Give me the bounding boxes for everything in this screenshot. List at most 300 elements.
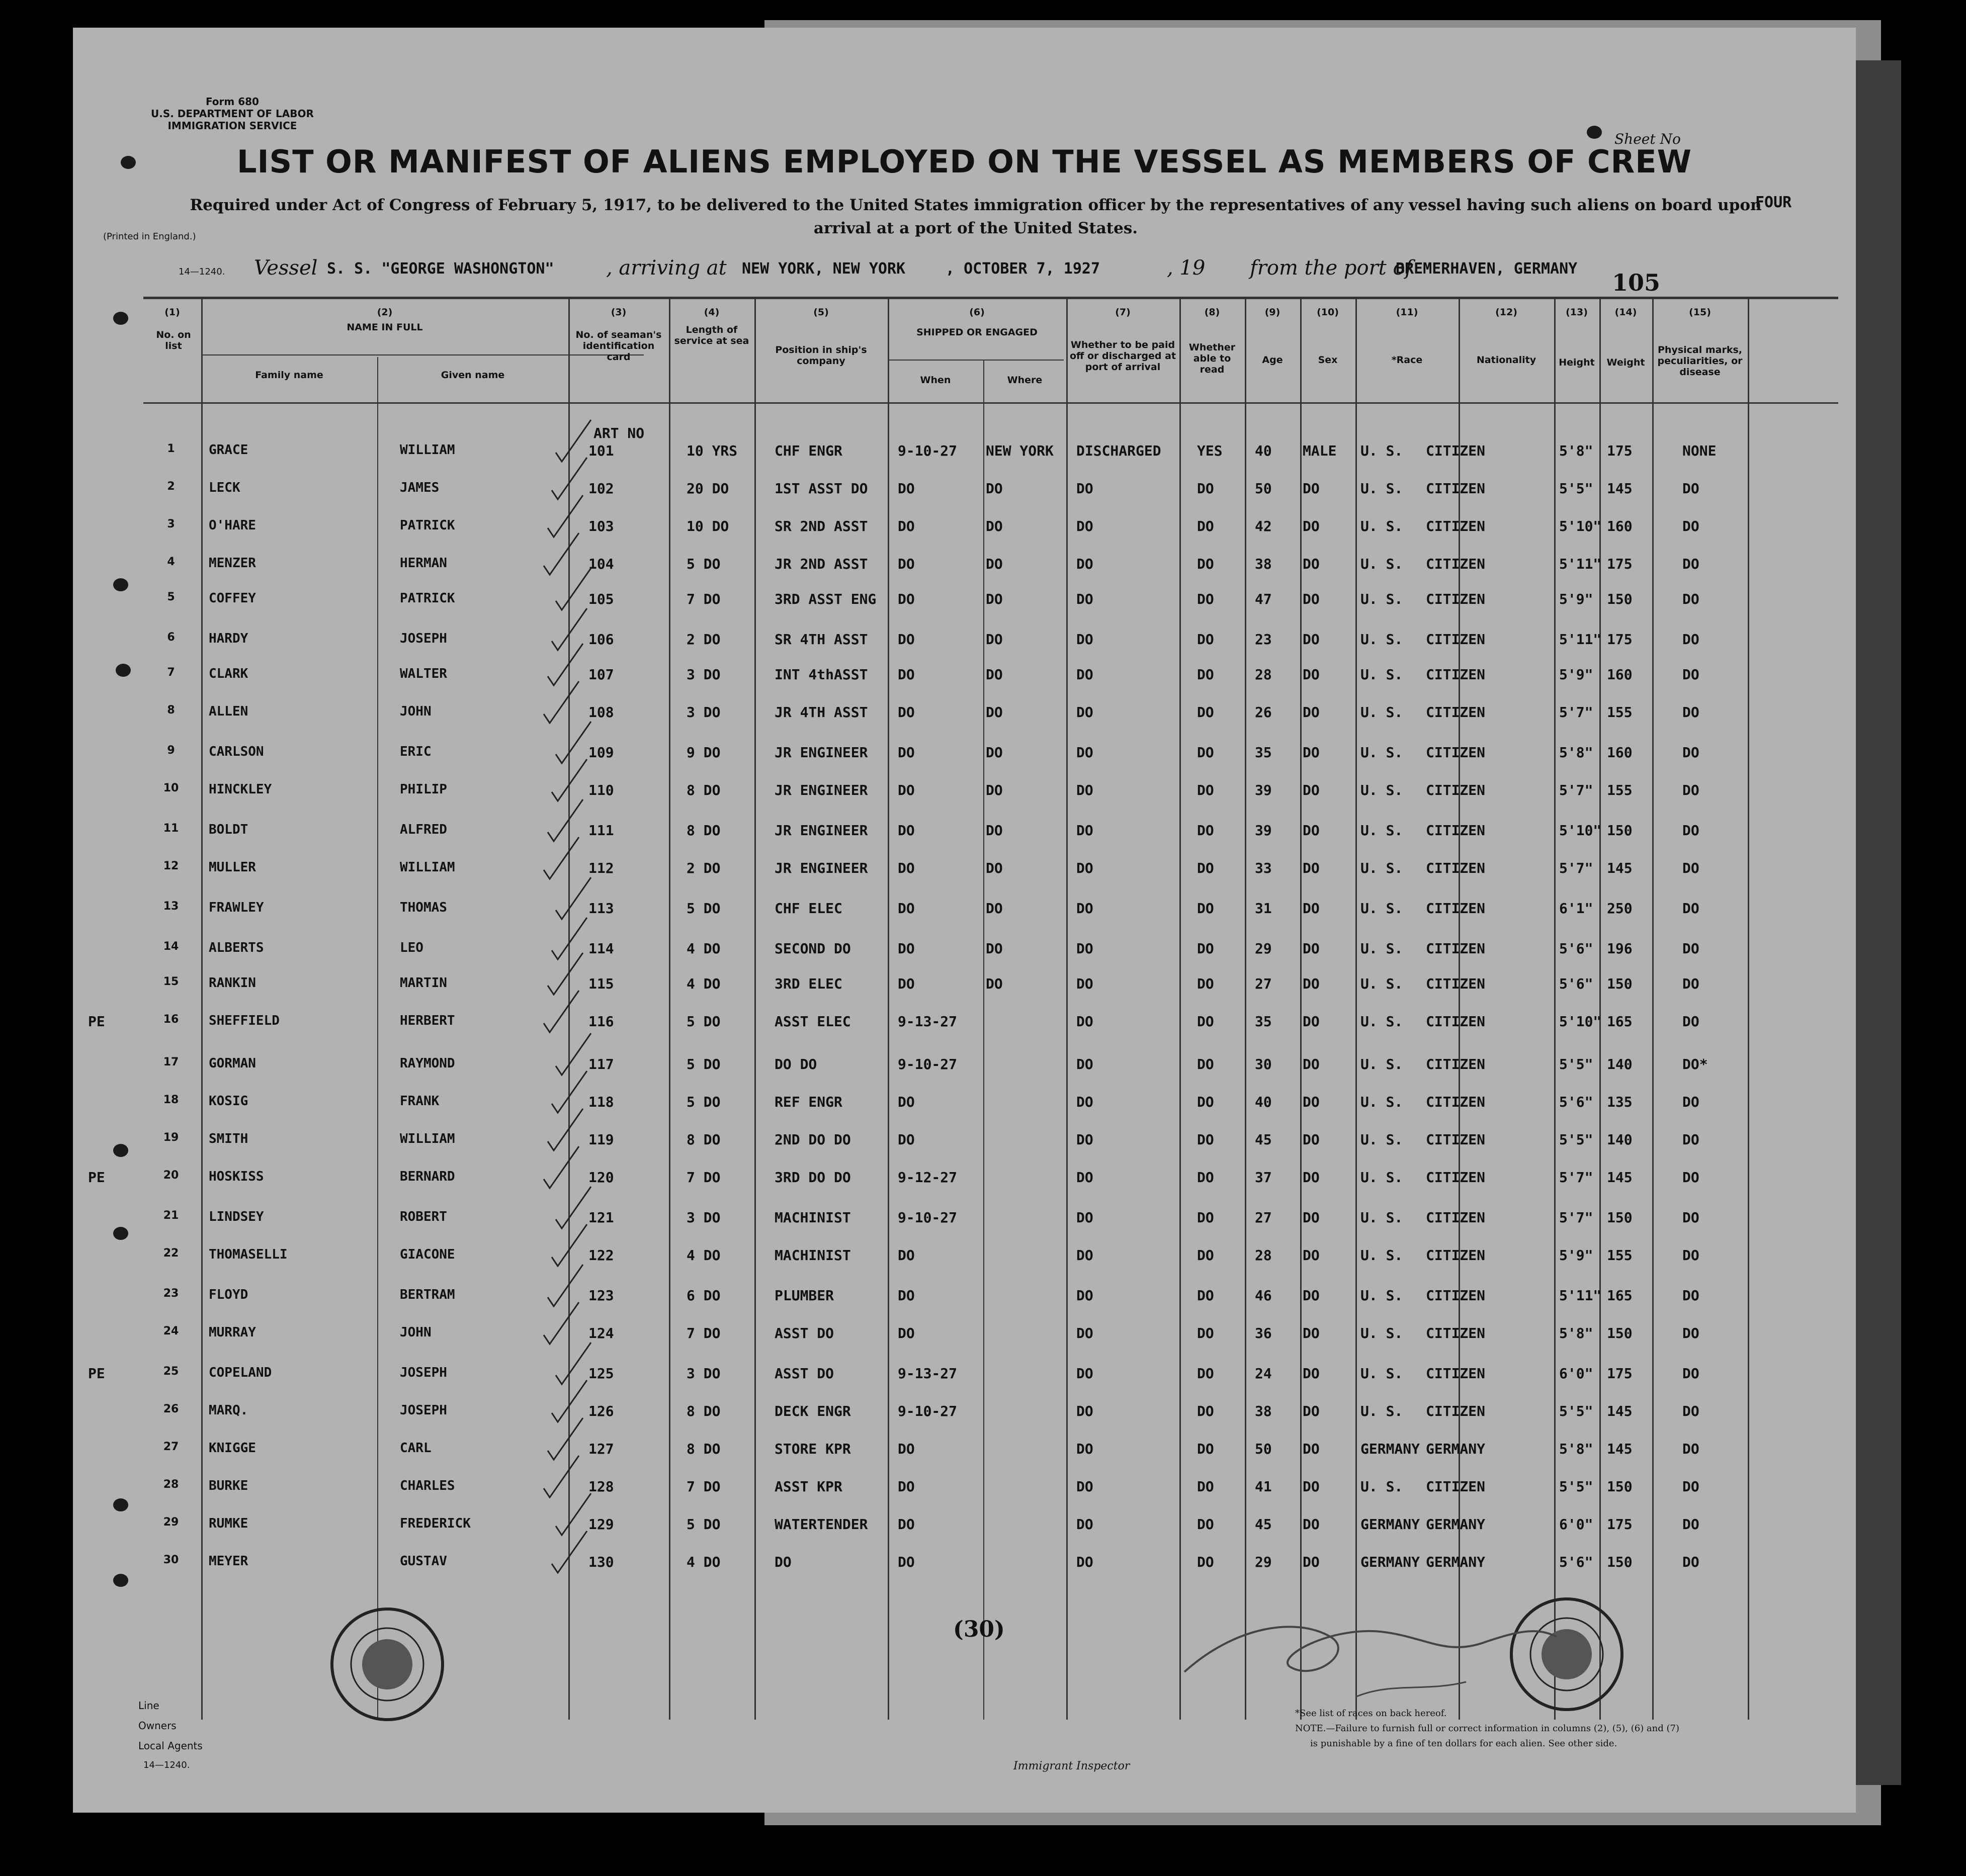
- able-to-read: DO: [1197, 1554, 1214, 1570]
- physical-marks: DO: [1682, 631, 1699, 648]
- consulate-seal-left: [324, 1601, 450, 1727]
- sex: DO: [1303, 666, 1320, 683]
- paid-off-status: DO: [1076, 1441, 1093, 1457]
- nationality: CITIZEN: [1426, 1131, 1486, 1148]
- able-to-read: DO: [1197, 1403, 1214, 1419]
- height: 5'11": [1559, 631, 1602, 648]
- nationality: CITIZEN: [1426, 782, 1486, 798]
- physical-marks: DO*: [1682, 1056, 1708, 1073]
- row-number: 7: [167, 666, 175, 679]
- check-mark: [544, 1302, 579, 1344]
- col-number: (4): [704, 307, 720, 318]
- weight: 160: [1607, 666, 1633, 683]
- nationality: CITIZEN: [1426, 900, 1486, 917]
- given-name: THOMAS: [400, 900, 447, 915]
- able-to-read: DO: [1197, 1287, 1214, 1304]
- shipped-when: 9-10-27: [898, 442, 958, 459]
- position: JR ENGINEER: [775, 744, 868, 761]
- nationality: CITIZEN: [1426, 1287, 1486, 1304]
- row-number: 11: [163, 822, 179, 835]
- sex: DO: [1303, 1209, 1320, 1226]
- shipped-when: DO: [898, 1441, 915, 1457]
- physical-marks: DO: [1682, 591, 1699, 607]
- physical-marks: DO: [1682, 1013, 1699, 1030]
- page-number: 105: [1612, 269, 1661, 296]
- paid-off-status: DO: [1076, 591, 1093, 607]
- age: 31: [1255, 900, 1272, 917]
- service-length: 7 DO: [687, 591, 721, 607]
- family-name: ALLEN: [209, 704, 248, 719]
- id-card-number: 118: [588, 1094, 614, 1110]
- shipped-where: DO: [986, 704, 1003, 721]
- given-name: JOSEPH: [400, 1403, 447, 1418]
- sex: DO: [1303, 1403, 1320, 1419]
- service-length: 4 DO: [687, 975, 721, 992]
- nationality: CITIZEN: [1426, 704, 1486, 721]
- sex: DO: [1303, 480, 1320, 497]
- family-name: MENZER: [209, 556, 256, 571]
- shipped-where: DO: [986, 591, 1003, 607]
- service-length: 6 DO: [687, 1287, 721, 1304]
- service-length: 3 DO: [687, 704, 721, 721]
- row-number: 12: [163, 860, 179, 872]
- given-name: HERBERT: [400, 1013, 455, 1028]
- sex: DO: [1303, 1516, 1320, 1533]
- page-subtitle: Required under Act of Congress of February 5, 1917, to be delivered to the United States immigration officer by the representatives of any vessel having such aliens on board upon arrival at a port of the United States.: [190, 196, 1762, 237]
- age: 35: [1255, 744, 1272, 761]
- given-name: WILLIAM: [400, 442, 455, 458]
- family-name: COPELAND: [209, 1365, 272, 1380]
- able-to-read: DO: [1197, 940, 1214, 957]
- col-number: (5): [813, 307, 829, 318]
- id-card-number: 103: [588, 518, 614, 534]
- col-number: (12): [1495, 307, 1517, 318]
- position: ASST ELEC: [775, 1013, 851, 1030]
- check-mark: [548, 495, 583, 537]
- id-card-number: 111: [588, 822, 614, 839]
- nationality: CITIZEN: [1426, 822, 1486, 839]
- physical-marks: DO: [1682, 1365, 1699, 1382]
- shipped-where: DO: [986, 782, 1003, 798]
- shipped-when: DO: [898, 1554, 915, 1570]
- able-to-read: DO: [1197, 631, 1214, 648]
- weight: 150: [1607, 591, 1633, 607]
- physical-marks: DO: [1682, 1287, 1699, 1304]
- given-name: ALFRED: [400, 822, 447, 837]
- row-number: 27: [163, 1441, 179, 1453]
- able-to-read: DO: [1197, 1169, 1214, 1186]
- service-length: 2 DO: [687, 631, 721, 648]
- position: DO DO: [775, 1056, 817, 1073]
- race: U. S.: [1360, 1131, 1403, 1148]
- family-name: ALBERTS: [209, 940, 264, 955]
- physical-marks: DO: [1682, 744, 1699, 761]
- race: U. S.: [1360, 1209, 1403, 1226]
- row-number: 18: [163, 1094, 179, 1106]
- shipped-when: DO: [898, 704, 915, 721]
- shipped-when: DO: [898, 940, 915, 957]
- height: 5'7": [1559, 704, 1593, 721]
- row-number: 28: [163, 1478, 179, 1491]
- check-mark: [556, 1343, 591, 1384]
- printed-note: (Printed in England.): [103, 231, 196, 242]
- service-length: 8 DO: [687, 1131, 721, 1148]
- able-to-read: DO: [1197, 1209, 1214, 1226]
- row-number: 16: [163, 1013, 179, 1026]
- age: 35: [1255, 1013, 1272, 1030]
- sex: DO: [1303, 1365, 1320, 1382]
- service-length: 5 DO: [687, 900, 721, 917]
- able-to-read: DO: [1197, 782, 1214, 798]
- weight: 165: [1607, 1013, 1633, 1030]
- sex: DO: [1303, 975, 1320, 992]
- check-mark: [544, 533, 579, 575]
- given-name: ERIC: [400, 744, 432, 759]
- age: 41: [1255, 1478, 1272, 1495]
- race: U. S.: [1360, 1365, 1403, 1382]
- position: 3RD DO DO: [775, 1169, 851, 1186]
- nationality: CITIZEN: [1426, 860, 1486, 876]
- nationality: CITIZEN: [1426, 1365, 1486, 1382]
- weight: 135: [1607, 1094, 1633, 1110]
- age: 37: [1255, 1169, 1272, 1186]
- col-number: (1): [164, 307, 180, 318]
- able-to-read: DO: [1197, 1013, 1214, 1030]
- family-name: SHEFFIELD: [209, 1013, 280, 1028]
- col-number: (10): [1317, 307, 1339, 318]
- age: 47: [1255, 591, 1272, 607]
- footer-code: 14—1240.: [143, 1760, 190, 1770]
- weight: 145: [1607, 1403, 1633, 1419]
- age: 29: [1255, 940, 1272, 957]
- check-mark: [548, 644, 583, 685]
- physical-marks: DO: [1682, 518, 1699, 534]
- form-service: IMMIGRATION SERVICE: [167, 120, 297, 132]
- header-length-of-service: Length of service at sea: [674, 324, 749, 346]
- height: 5'9": [1559, 666, 1593, 683]
- header-name-in-full: NAME IN FULL: [347, 322, 423, 333]
- weight: 145: [1607, 1169, 1633, 1186]
- row-number: 4: [167, 556, 175, 568]
- position: JR 4TH ASST: [775, 704, 868, 721]
- able-to-read: DO: [1197, 1478, 1214, 1495]
- service-length: 7 DO: [687, 1325, 721, 1342]
- weight: 140: [1607, 1131, 1633, 1148]
- height: 5'5": [1559, 1131, 1593, 1148]
- height: 5'6": [1559, 1094, 1593, 1110]
- pe-marker: PE: [88, 1169, 105, 1186]
- nationality: GERMANY: [1426, 1516, 1486, 1533]
- service-length: 8 DO: [687, 822, 721, 839]
- row-number: 10: [163, 782, 179, 794]
- able-to-read: DO: [1197, 1094, 1214, 1110]
- sex: DO: [1303, 1287, 1320, 1304]
- service-length: 3 DO: [687, 1365, 721, 1382]
- paid-off-status: DO: [1076, 1169, 1093, 1186]
- able-to-read: DO: [1197, 900, 1214, 917]
- check-mark: [552, 608, 587, 650]
- service-length: 2 DO: [687, 860, 721, 876]
- nationality: CITIZEN: [1426, 975, 1486, 992]
- row-number: 9: [167, 744, 175, 757]
- position: DO: [775, 1554, 792, 1570]
- service-length: 4 DO: [687, 940, 721, 957]
- sex: DO: [1303, 860, 1320, 876]
- able-to-read: DO: [1197, 744, 1214, 761]
- check-mark: [556, 1493, 591, 1535]
- id-card-number: 112: [588, 860, 614, 876]
- race: U. S.: [1360, 782, 1403, 798]
- service-length: 5 DO: [687, 556, 721, 572]
- shipped-when: DO: [898, 1094, 915, 1110]
- physical-marks: DO: [1682, 480, 1699, 497]
- given-name: MARTIN: [400, 975, 447, 991]
- shipped-when: DO: [898, 1287, 915, 1304]
- race-note: *See list of races on back hereof.: [1295, 1708, 1447, 1719]
- family-name: RANKIN: [209, 975, 256, 991]
- physical-marks: DO: [1682, 1441, 1699, 1457]
- position: JR 2ND ASST: [775, 556, 868, 572]
- sex: DO: [1303, 704, 1320, 721]
- shipped-where: DO: [986, 860, 1003, 876]
- weight: 175: [1607, 442, 1633, 459]
- race: U. S.: [1360, 631, 1403, 648]
- able-to-read: DO: [1197, 1247, 1214, 1264]
- nationality: GERMANY: [1426, 1441, 1486, 1457]
- family-name: RUMKE: [209, 1516, 248, 1531]
- given-name: CARL: [400, 1441, 432, 1456]
- position: PLUMBER: [775, 1287, 834, 1304]
- paid-off-status: DO: [1076, 822, 1093, 839]
- given-name: FRANK: [400, 1094, 440, 1109]
- paid-off-status: DO: [1076, 1013, 1093, 1030]
- family-name: BURKE: [209, 1478, 248, 1493]
- fine-note-1: NOTE.—Failure to furnish full or correct information in columns (2), (5), (6) and (7): [1295, 1723, 1679, 1734]
- header-weight: Weight: [1606, 357, 1645, 368]
- family-name: MURRAY: [209, 1325, 256, 1340]
- race: U. S.: [1360, 1325, 1403, 1342]
- nationality: CITIZEN: [1426, 1478, 1486, 1495]
- age: 40: [1255, 442, 1272, 459]
- weight: 140: [1607, 1056, 1633, 1073]
- position: WATERTENDER: [775, 1516, 868, 1533]
- weight: 160: [1607, 518, 1633, 534]
- id-card-number: 115: [588, 975, 614, 992]
- physical-marks: DO: [1682, 1131, 1699, 1148]
- given-name: JOHN: [400, 704, 432, 719]
- nationality: CITIZEN: [1426, 1013, 1486, 1030]
- service-length: 3 DO: [687, 1209, 721, 1226]
- header-physical-marks: Physical marks, peculiarities, or disease: [1657, 344, 1743, 378]
- service-length: 8 DO: [687, 1403, 721, 1419]
- given-name: ROBERT: [400, 1209, 447, 1224]
- service-length: 5 DO: [687, 1516, 721, 1533]
- position: 3RD ASST ENG: [775, 591, 877, 607]
- nationality: CITIZEN: [1426, 1056, 1486, 1073]
- check-mark: [544, 1456, 579, 1497]
- col-number: (7): [1115, 307, 1131, 318]
- service-length: 3 DO: [687, 666, 721, 683]
- paid-off-status: DO: [1076, 1403, 1093, 1419]
- age: 38: [1255, 1403, 1272, 1419]
- height: 5'8": [1559, 744, 1593, 761]
- form-number: Form 680: [205, 96, 259, 108]
- check-mark: [556, 877, 591, 919]
- paid-off-status: DO: [1076, 666, 1093, 683]
- weight: 175: [1607, 1516, 1633, 1533]
- physical-marks: DO: [1682, 1247, 1699, 1264]
- height: 5'8": [1559, 1325, 1593, 1342]
- age: 30: [1255, 1056, 1272, 1073]
- row-number: 14: [163, 940, 179, 953]
- able-to-read: DO: [1197, 518, 1214, 534]
- position: JR ENGINEER: [775, 822, 868, 839]
- paid-off-status: DO: [1076, 860, 1093, 876]
- header-when: When: [920, 375, 951, 386]
- check-marks: [73, 28, 1856, 1813]
- given-name: LEO: [400, 940, 423, 955]
- age: 45: [1255, 1516, 1272, 1533]
- shipped-when: 9-10-27: [898, 1209, 958, 1226]
- race: U. S.: [1360, 1013, 1403, 1030]
- able-to-read: DO: [1197, 480, 1214, 497]
- able-to-read: DO: [1197, 1365, 1214, 1382]
- position: JR ENGINEER: [775, 782, 868, 798]
- service-length: 10 DO: [687, 518, 729, 534]
- position: JR ENGINEER: [775, 860, 868, 876]
- race: U. S.: [1360, 480, 1403, 497]
- row-number: 26: [163, 1403, 179, 1415]
- row-number: 25: [163, 1365, 179, 1378]
- sex: DO: [1303, 556, 1320, 572]
- given-name: CHARLES: [400, 1478, 455, 1493]
- sex: MALE: [1303, 442, 1337, 459]
- age: 36: [1255, 1325, 1272, 1342]
- row-number: 13: [163, 900, 179, 913]
- given-name: PATRICK: [400, 591, 455, 606]
- service-length: 9 DO: [687, 744, 721, 761]
- header-position: Position in ship's company: [775, 344, 867, 367]
- height: 5'7": [1559, 1209, 1593, 1226]
- height: 5'7": [1559, 1169, 1593, 1186]
- service-length: 8 DO: [687, 782, 721, 798]
- position: REF ENGR: [775, 1094, 842, 1110]
- shipped-when: DO: [898, 822, 915, 839]
- vessel-label: Vessel: [254, 256, 318, 280]
- physical-marks: DO: [1682, 1325, 1699, 1342]
- given-name: WILLIAM: [400, 1131, 455, 1146]
- shipped-when: 9-10-27: [898, 1056, 958, 1073]
- shipped-when: DO: [898, 782, 915, 798]
- family-name: COFFEY: [209, 591, 256, 606]
- col-number: (14): [1614, 307, 1637, 318]
- id-card-number: 116: [588, 1013, 614, 1030]
- height: 5'8": [1559, 442, 1593, 459]
- header-where: Where: [1007, 375, 1043, 386]
- row-number: 30: [163, 1554, 179, 1566]
- height: 5'9": [1559, 1247, 1593, 1264]
- physical-marks: DO: [1682, 666, 1699, 683]
- shipped-where: DO: [986, 975, 1003, 992]
- shipped-when: 9-13-27: [898, 1365, 958, 1382]
- race: U. S.: [1360, 940, 1403, 957]
- physical-marks: DO: [1682, 1169, 1699, 1186]
- physical-marks: DO: [1682, 860, 1699, 876]
- id-card-number: 124: [588, 1325, 614, 1342]
- given-name: JOHN: [400, 1325, 432, 1340]
- physical-marks: NONE: [1682, 442, 1717, 459]
- check-mark: [544, 837, 579, 879]
- check-mark: [552, 918, 587, 959]
- id-card-number: 109: [588, 744, 614, 761]
- arriving-label: , arriving at: [606, 256, 727, 280]
- family-name: FRAWLEY: [209, 900, 264, 915]
- header-paid-off: Whether to be paid off or discharged at port of arrival: [1069, 339, 1176, 373]
- nationality: CITIZEN: [1426, 940, 1486, 957]
- height: 5'5": [1559, 1056, 1593, 1073]
- family-name: SMITH: [209, 1131, 248, 1146]
- given-name: JOSEPH: [400, 631, 447, 646]
- family-name: HARDY: [209, 631, 248, 646]
- shipped-when: DO: [898, 1325, 915, 1342]
- shipped-where: DO: [986, 744, 1003, 761]
- physical-marks: DO: [1682, 975, 1699, 992]
- paid-off-status: DISCHARGED: [1076, 442, 1161, 459]
- row-number: 8: [167, 704, 175, 717]
- sex: DO: [1303, 900, 1320, 917]
- weight: 165: [1607, 1287, 1633, 1304]
- family-name: MARQ.: [209, 1403, 248, 1418]
- sex: DO: [1303, 782, 1320, 798]
- able-to-read: DO: [1197, 1516, 1214, 1533]
- sex: DO: [1303, 1441, 1320, 1457]
- age: 42: [1255, 518, 1272, 534]
- shipped-when: DO: [898, 1478, 915, 1495]
- position: 2ND DO DO: [775, 1131, 851, 1148]
- race: U. S.: [1360, 1403, 1403, 1419]
- given-name: PATRICK: [400, 518, 455, 533]
- height: 5'11": [1559, 556, 1602, 572]
- race: GERMANY: [1360, 1441, 1420, 1457]
- race: U. S.: [1360, 704, 1403, 721]
- weight: 196: [1607, 940, 1633, 957]
- race: U. S.: [1360, 1056, 1403, 1073]
- height: 5'11": [1559, 1287, 1602, 1304]
- race: GERMANY: [1360, 1516, 1420, 1533]
- row-number: 3: [167, 518, 175, 530]
- check-mark: [556, 1187, 591, 1228]
- sex: DO: [1303, 631, 1320, 648]
- inspector-signature: [1164, 1596, 1567, 1712]
- page-title: LIST OR MANIFEST OF ALIENS EMPLOYED ON THE VESSEL AS MEMBERS OF CREW: [236, 143, 1692, 180]
- race: U. S.: [1360, 518, 1403, 534]
- position: CHF ENGR: [775, 442, 842, 459]
- sex: DO: [1303, 518, 1320, 534]
- age: 26: [1255, 704, 1272, 721]
- header-shipped-or-engaged: SHIPPED OR ENGAGED: [916, 327, 1038, 338]
- race: U. S.: [1360, 556, 1403, 572]
- shipped-where: DO: [986, 556, 1003, 572]
- weight: 155: [1607, 782, 1633, 798]
- position: STORE KPR: [775, 1441, 851, 1457]
- race: U. S.: [1360, 860, 1403, 876]
- race: U. S.: [1360, 822, 1403, 839]
- weight: 155: [1607, 1247, 1633, 1264]
- sex: DO: [1303, 940, 1320, 957]
- weight: 250: [1607, 900, 1633, 917]
- given-name: WILLIAM: [400, 860, 455, 875]
- nationality: CITIZEN: [1426, 744, 1486, 761]
